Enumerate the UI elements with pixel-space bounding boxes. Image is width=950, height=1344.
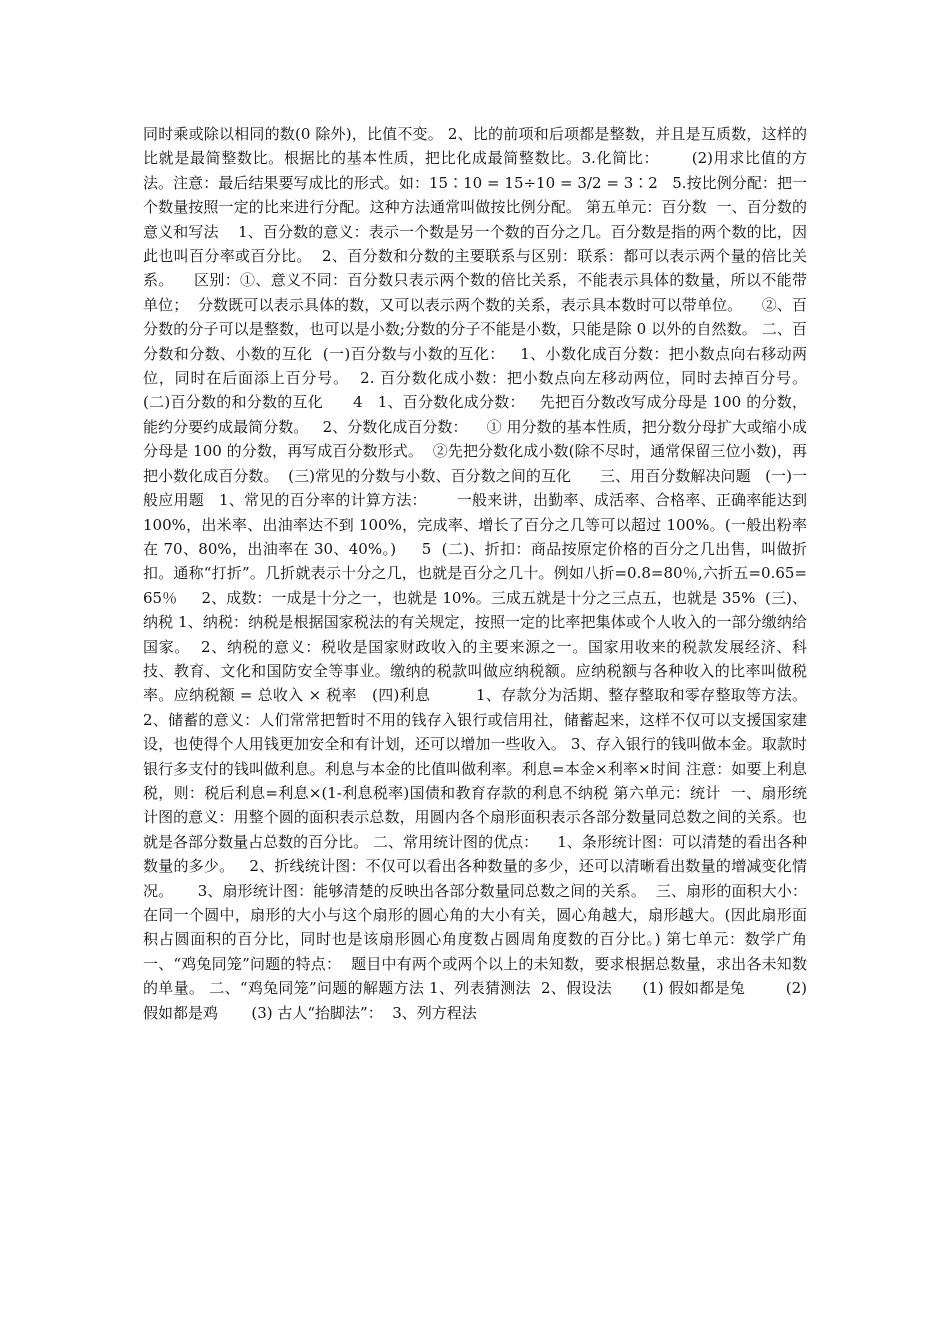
body-text: 同时乘或除以相同的数(0 除外)，比值不变。 2、比的前项和后项都是整数，并且是互质数，这样的比就是最简整数比。根据比的基本性质，把比化成最简整数比。3.化简比： (2)用求比值的方法。注意：最后结果要写成比的形式。如：15∶10 = 15÷10 = 3/2 = 3∶2 5.按比例分配：把一个数量按照一定的比来进行分配。这种方法通常叫做按比例分配。 第五单元：百分数 一、百分数的意义和写法 1、百分数的意义：表示一个数是另一个数的百分之几。百分数是指的两个数的比，因此也叫百分率或百分比。 2、百分数和分数的主要联系与区别：联系：都可以表示两个量的倍比关系。 区别：①、意义不同：百分数只表示两个数的倍比关系，不能表示具体的数量，所以不能带单位； 分数既可以表示具体的数，又可以表示两个数的关系，表示具本数时可以带单位。 ②、百分数的分子可以是整数，也可以是小数;分数的分子不能是小数，只能是除 0 以外的自然数。 二、百分数和分数、小数的互化 (一)百分数与小数的互化： 1、小数化成百分数：把小数点向右移动两位，同时在后面添上百分号。 2. 百分数化成小数：把小数点向左移动两位，同时去掉百分号。 (二)百分数的和分数的互化 4 1、百分数化成分数： 先把百分数改写成分母是 100 的分数，能约分要约成最简分数。 2、分数化成百分数： ① 用分数的基本性质，把分数分母扩大或缩小成分母是 100 的分数，再写成百分数形式。 ②先把分数化成小数(除不尽时，通常保留三位小数)，再把小数化成百分数。 (三)常见的分数与小数、百分数之间的互化 三、用百分数解决问题 (一)一般应用题 1、常见的百分率的计算方法： 一般来讲，出勤率、成活率、合格率、正确率能达到 100%，出米率、出油率达不到 100%，完成率、增长了百分之几等可以超过 100%。(一般出粉率在 70、80%，出油率在 30、40%。) 5 (二)、折扣：商品按原定价格的百分之几出售，叫做折扣。通称“打折”。几折就表示十分之几，也就是百分之几十。例如八折=0.8=80％,六折五=0.65=65％ 2、成数：一成是十分之一，也就是 10%。三成五就是十分之三点五，也就是 35% (三)、纳税 1、纳税：纳税是根据国家税法的有关规定，按照一定的比率把集体或个人收入的一部分缴纳给国家。 2、纳税的意义：税收是国家财政收入的主要来源之一。国家用收来的税款发展经济、科技、教育、文化和国防安全等事业。缴纳的税款叫做应纳税额。应纳税额与各种收入的比率叫做税率。应纳税额 = 总收入 × 税率 (四)利息 1、存款分为活期、整存整取和零存整取等方法。 2、储蓄的意义：人们常常把暂时不用的钱存入银行或信用社，储蓄起来，这样不仅可以支援国家建设，也使得个人用钱更加安全和有计划，还可以增加一些收入。 3、存入银行的钱叫做本金。取款时银行多支付的钱叫做利息。利息与本金的比值叫做利率。利息=本金×利率×时间 注意：如要上利息税，则：税后利息=利息×(1-利息税率)国债和教育存款的利息不纳税 第六单元：统计 一、扇形统计图的意义：用整个圆的面积表示总数，用圆内各个扇形面积表示各部分数量同总数之间的关系。也就是各部分数量占总数的百分比。 二、常用统计图的优点： 1、条形统计图：可以清楚的看出各种数量的多少。 2、折线统计图：不仅可以看出各种数量的多少，还可以清晰看出数量的增减变化情况。 3、扇形统计图：能够清楚的反映出各部分数量同总数之间的关系。 三、扇形的面积大小：在同一个圆中，扇形的大小与这个扇形的圆心角的大小有关，圆心角越大，扇形越大。(因此扇形面积占圆面积的百分比，同时也是该扇形圆心角度数占圆周角度数的百分比。) 第七单元：数学广角 一、“鸡兔同笼”问题的特点： 题目中有两个或两个以上的未知数，要求根据总数量，求出各未知数的单量。 二、“鸡兔同笼”问题的解题方法 1、列表猜测法 2、假设法 (1) 假如都是兔 (2) 假如都是鸡 (3) 古人“抬脚法”： 3、列方程法 [143, 125, 817, 1022]
